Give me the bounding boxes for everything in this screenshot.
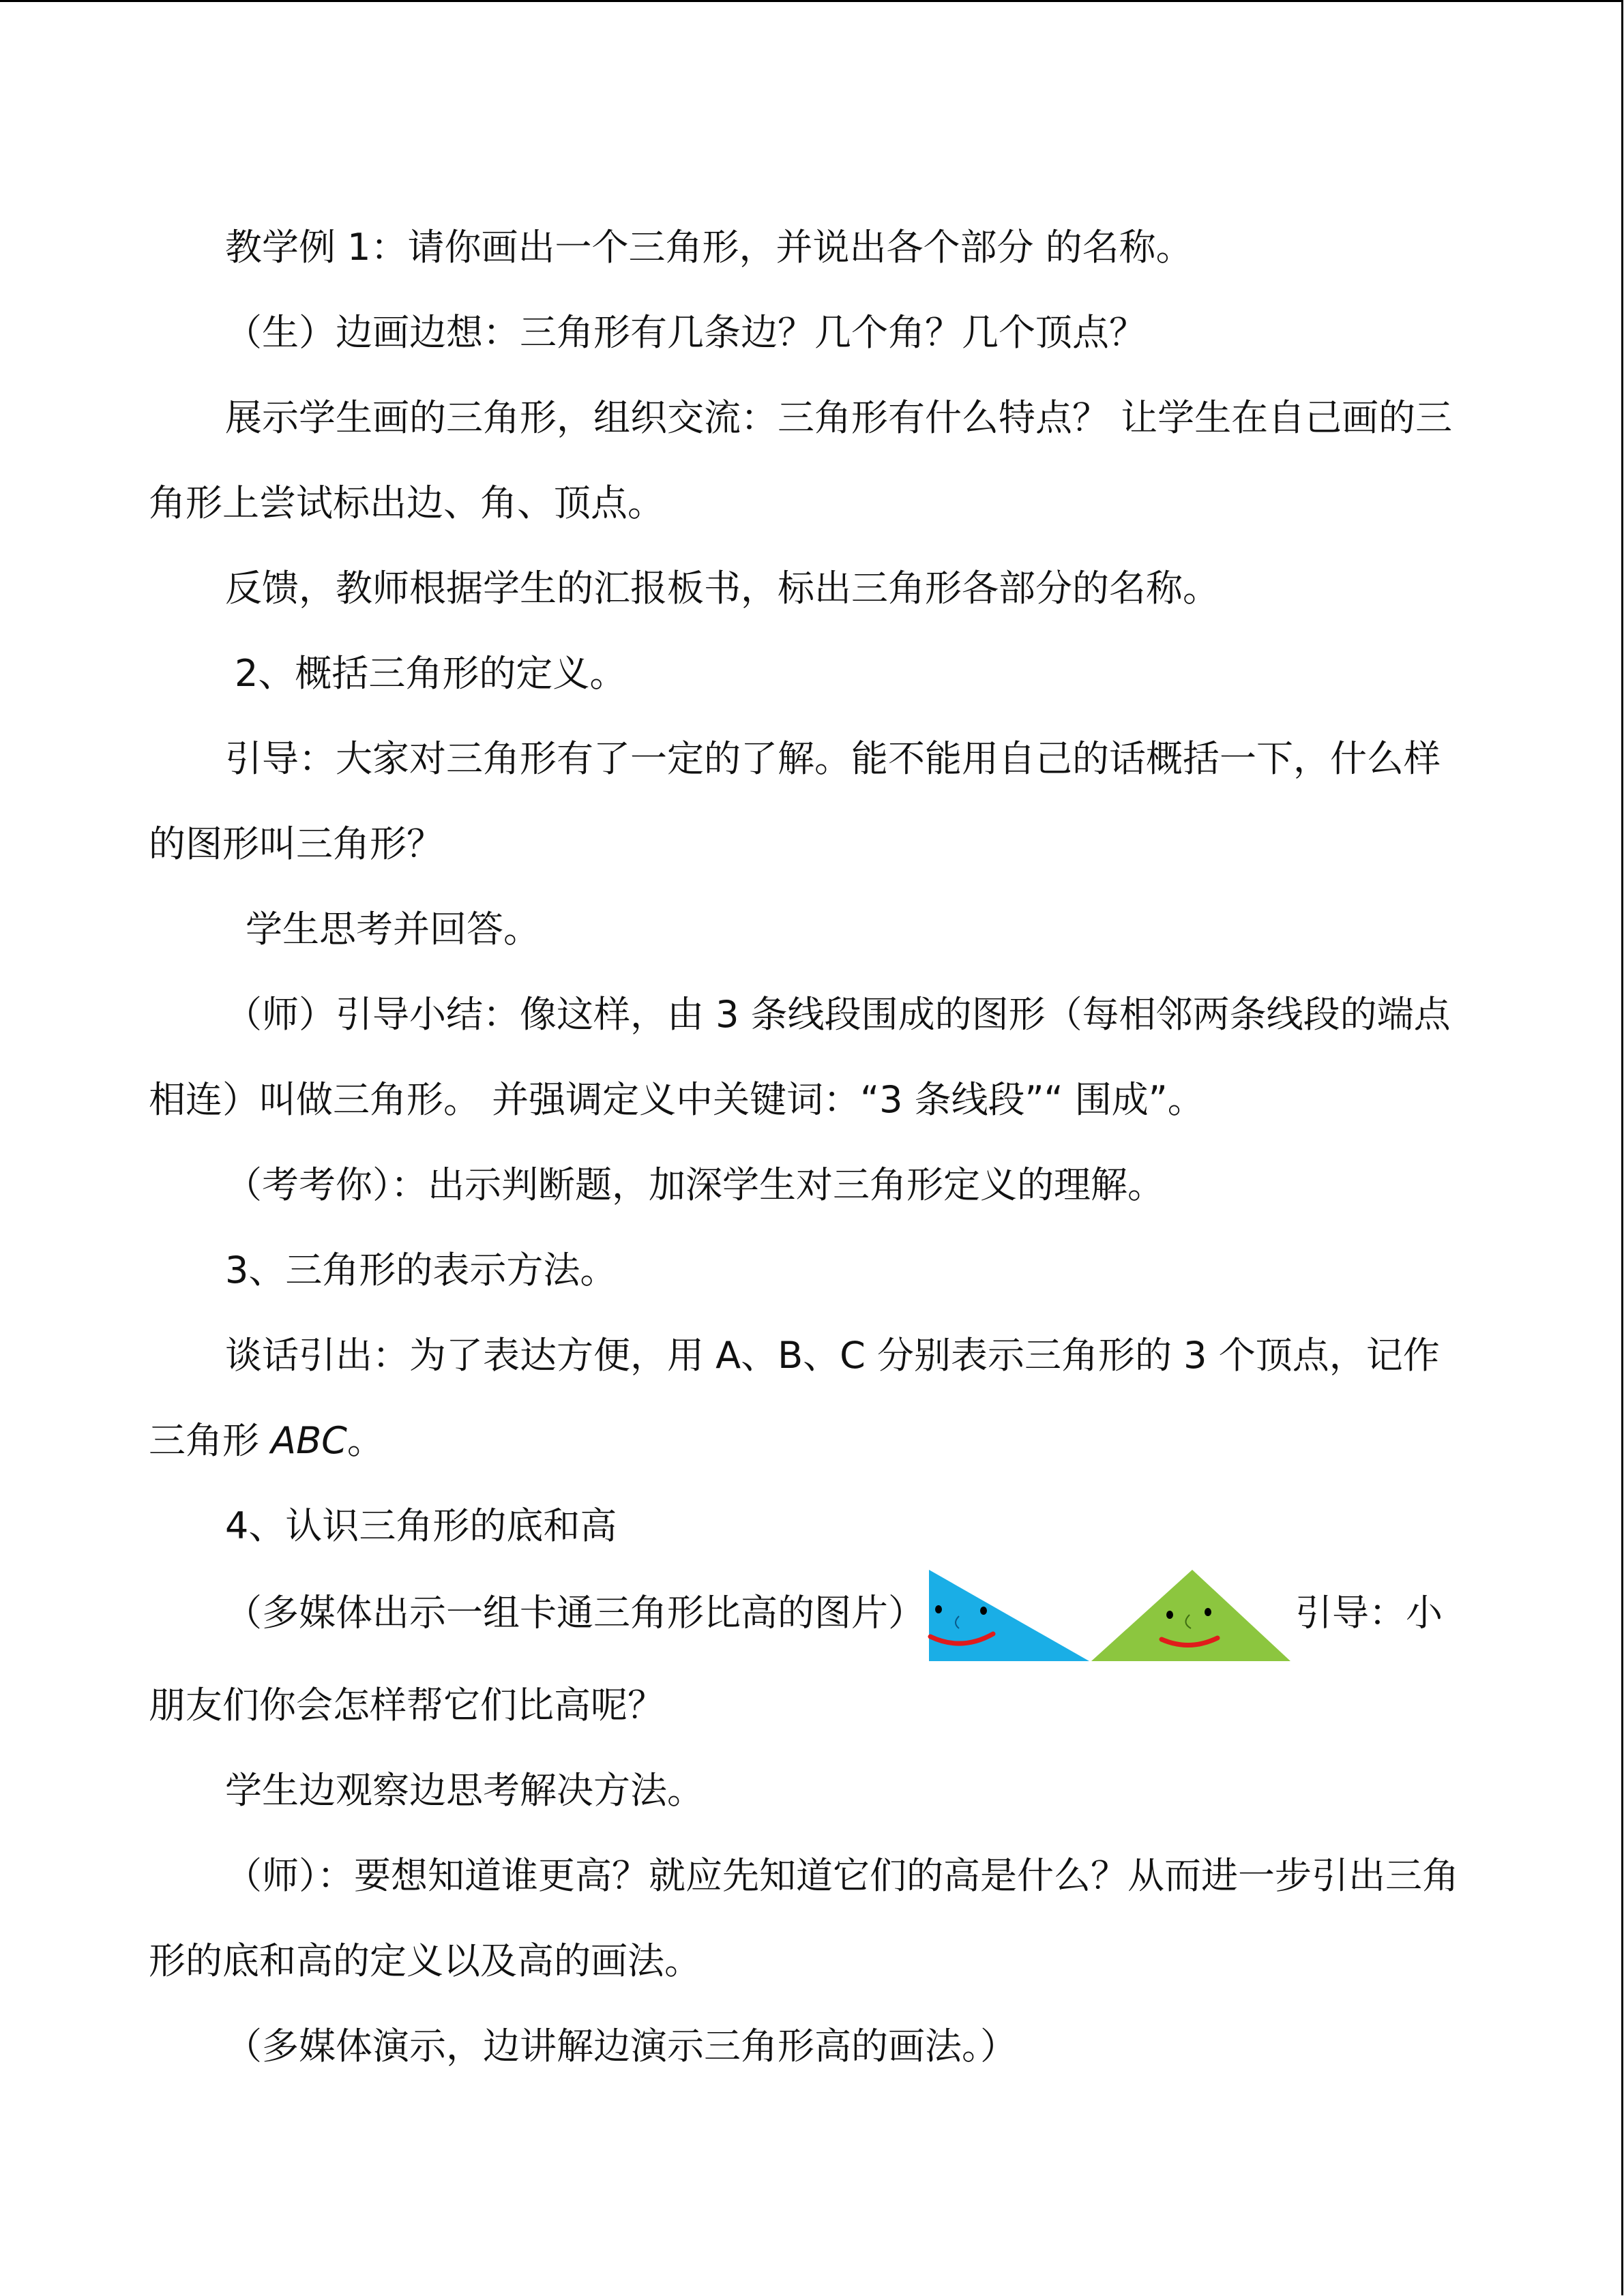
paragraph-multimedia-demo: （多媒体演示，边讲解边演示三角形高的画法。）: [225, 2025, 1017, 2068]
green-right-eye: [1205, 1608, 1211, 1616]
blue-triangle-character: [929, 1570, 1089, 1661]
green-left-eye: [1166, 1611, 1173, 1619]
paragraph-multimedia-triangles: [149, 1568, 1465, 1748]
paragraph-notation: [149, 1313, 1465, 1483]
triangle-abc-label: ABC: [271, 1419, 347, 1462]
document-body: [149, 205, 1465, 2089]
paragraph-student-answer: 学生思考并回答。: [246, 908, 540, 951]
multimedia-text: （多媒体出示一组卡通三角形比高的图片）: [225, 1591, 925, 1635]
section-heading-4: 4、认识三角形的底和高: [225, 1504, 617, 1547]
blue-triangle: [929, 1570, 1089, 1661]
notation-text: 谈话引出：为了表达方便，用 A、B、C 分别表示三角形的 3 个顶点，记作三角形: [149, 1334, 1440, 1462]
paragraph-example-1: 教学例 1：请你画出一个三角形，并说出各个部分 的名称。: [225, 226, 1193, 269]
blue-left-eye: [935, 1605, 942, 1613]
paragraph-show-triangles: 展示学生画的三角形，组织交流：三角形有什么特点？ 让学生在自己画的三角形上尝试标出边、角、顶点。: [149, 396, 1453, 524]
paragraph-observe: 学生边观察边思考解决方法。: [225, 1769, 704, 1812]
blue-right-eye: [980, 1607, 987, 1615]
cartoon-triangles-image: [928, 1568, 1293, 1663]
paragraph-feedback: 反馈，教师根据学生的汇报板书，标出三角形各部分的名称。: [225, 567, 1220, 610]
paragraph-teacher-summary: （师）引导小结：像这样，由 3 条线段围成的图形（每相邻两条线段的端点相连）叫做三角形。 并强调定义中关键词：“3 条线段”“ 围成”。: [149, 993, 1451, 1121]
paragraph-guide: 引导：大家对三角形有了一定的了解。能不能用自己的话概括一下，什么样的图形叫三角形？: [149, 737, 1441, 865]
paragraph-student-draw: （生）边画边想：三角形有几条边？几个角？几个顶点？: [225, 311, 1146, 354]
paragraph-quiz: （考考你）：出示判断题，加深学生对三角形定义的理解。: [225, 1163, 1164, 1206]
green-triangle-character: [1091, 1570, 1290, 1661]
section-heading-2: 2、概括三角形的定义。: [235, 652, 627, 695]
section-heading-3: 3、三角形的表示方法。: [225, 1249, 617, 1292]
paragraph-teacher-height: （师）：要想知道谁更高？就应先知道它们的高是什么？从而进一步引出三角形的底和高的定义以及高的画法。: [149, 1854, 1459, 1982]
guide-question-text: 引导：小朋友们你会怎样帮它们比高呢？: [149, 1591, 1443, 1727]
notation-period: 。: [346, 1419, 384, 1462]
